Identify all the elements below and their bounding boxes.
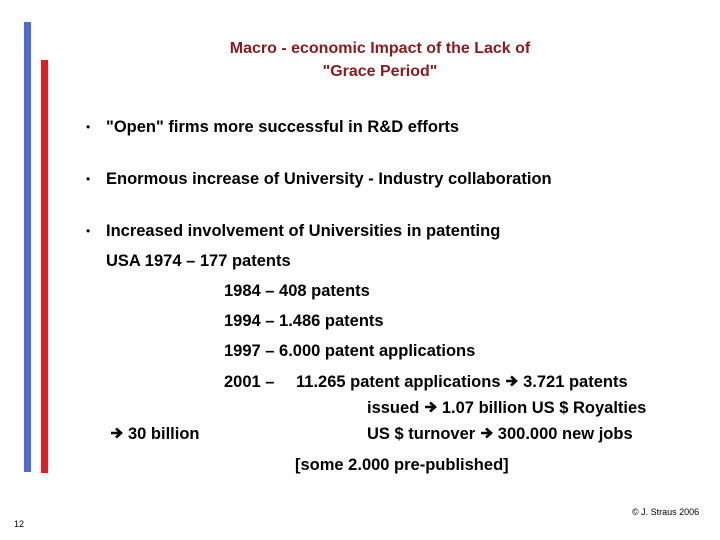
- usa-pre-published: [some 2.000 pre-published]: [295, 456, 509, 474]
- decorative-red-bar: [41, 60, 48, 473]
- right-arrow-icon: [424, 401, 438, 413]
- copyright-notice: © J. Straus 2006: [632, 507, 700, 517]
- slide-title: [160, 37, 600, 83]
- usa-royalties: 1.07 billion US $ Royalties: [441, 399, 647, 417]
- bullet-marker-3: •: [86, 224, 91, 238]
- right-arrow-icon: [505, 375, 519, 387]
- usa-2001-patents: 3.721 patents: [523, 373, 628, 391]
- right-arrow-icon: [480, 427, 494, 439]
- bullet-text-2: Enormous increase of University - Industry collaboration: [106, 170, 552, 188]
- decorative-blue-bar: [24, 22, 31, 472]
- usa-1974-line: USA 1974 – 177 patents: [106, 252, 291, 270]
- page-number: 12: [14, 519, 25, 529]
- usa-2001-applications: 11.265 patent applications: [296, 373, 501, 391]
- bullet-text-1: "Open" firms more successful in R&D efforts: [106, 118, 460, 136]
- usa-2001-prefix: 2001 –: [224, 373, 275, 391]
- usa-1984-line: 1984 – 408 patents: [224, 282, 370, 300]
- usa-issued-line: [367, 398, 646, 418]
- usa-1994-line: 1994 – 1.486 patents: [224, 312, 384, 330]
- bullet-text-3: Increased involvement of Universities in patenting: [106, 222, 501, 240]
- usa-1997-line: 1997 – 6.000 patent applications: [224, 342, 476, 360]
- usa-2001-line: [296, 372, 628, 392]
- right-arrow-icon: [110, 427, 124, 439]
- bullet-marker-2: •: [86, 172, 91, 186]
- title-line-1: Macro - economic Impact of the Lack of: [229, 40, 531, 57]
- usa-turnover-line: [367, 424, 633, 444]
- usa-billion: 30 billion: [128, 425, 200, 443]
- title-line-2: "Grace Period": [322, 63, 438, 80]
- usa-billion-line: [110, 424, 200, 444]
- usa-turnover-label: US $ turnover: [367, 425, 476, 443]
- usa-issued-label: issued: [367, 399, 420, 417]
- usa-new-jobs: 300.000 new jobs: [497, 425, 633, 443]
- bullet-marker-1: •: [86, 120, 91, 134]
